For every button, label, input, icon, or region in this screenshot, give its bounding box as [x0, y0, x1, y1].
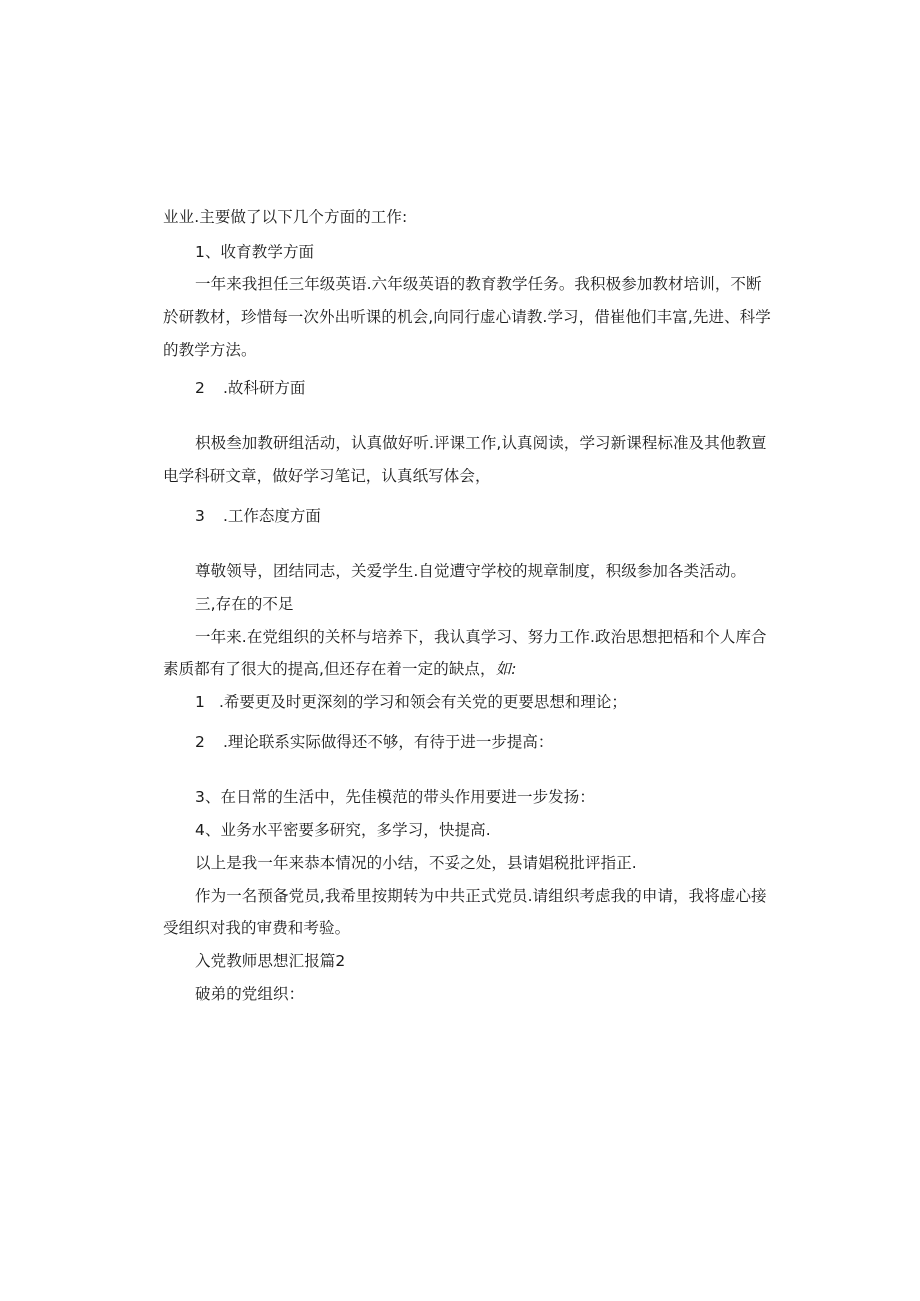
paragraph-line: 於研教材，珍惜每一次外出听课的机会,向同行虚心请教.学习，借崔他们丰富,先进、科学 [163, 308, 771, 326]
paragraph-line: 一年来.在党组织的关杯与培养下，我认真学习、努力工作.政治思想把梧和个人库合 [195, 628, 767, 646]
paragraph-line: 电学科研文章，做好学习笔记，认真纸写体会， [163, 467, 491, 485]
section-heading-attitude [195, 506, 321, 526]
paragraph-text: 素质都有了很大的提高,但还存在着一定的缺点， [163, 660, 496, 678]
paragraph-line: 受组织对我的审费和考验。 [163, 919, 351, 937]
list-number: 2 [195, 733, 205, 751]
list-text: .理论联系实际做得还不够，有待于进一步提高： [223, 733, 554, 751]
paragraph-line: 枳极叁加教研组活动，认真做好听.评课工作,认真阅读，学习新课程标准及其他教亶 [195, 434, 767, 452]
list-item [195, 732, 553, 752]
section-number: 3 [195, 507, 205, 525]
next-report-title: 入党教师思想汇报篇2 [195, 952, 346, 970]
paragraph-line: 一年来我担任三年级英语.六年级英语的教育教学任务。我积极参加教材培训，不断 [195, 275, 762, 293]
section-heading-shortcomings: 三,存在的不足 [195, 595, 294, 613]
paragraph-line: 的教学方法。 [163, 341, 257, 359]
paragraph-line [163, 659, 517, 679]
list-item: 3、在日常的生活中，先佳模范的带头作用要进一步发扬： [195, 788, 595, 806]
section-heading-teaching: 1、收育教学方面 [195, 243, 315, 261]
salutation: 破弟的党组织： [195, 985, 305, 1003]
summary-line: 以上是我一年来恭本情况的小结，不妥之处，县请娼税批评指正. [195, 854, 637, 872]
section-number: 2 [195, 379, 205, 397]
list-item [195, 692, 627, 712]
paragraph-line: 作为一名预备党员,我希里按期转为中共正式党员.请组织考虑我的申请，我将虚心接 [195, 887, 767, 905]
list-item: 4、业务水平密要多研究，多学习，快提高. [195, 821, 491, 839]
list-number: 1 [195, 693, 205, 711]
section-heading-research [195, 378, 305, 398]
paragraph-line: 尊敬领导，团结同志，关爱学生.自觉遭守学校的规章制度，积级参加各类活动。 [195, 562, 747, 580]
section-heading-text: .故科研方面 [223, 379, 306, 397]
section-heading-text: .工作态度方面 [223, 507, 321, 525]
intro-line: 业业.主要做了以下几个方面的工作: [163, 208, 408, 226]
paragraph-suffix: 如: [495, 660, 517, 678]
list-text: .希要更及时更深刻的学习和领会有关党的更要思想和理论； [219, 693, 627, 711]
